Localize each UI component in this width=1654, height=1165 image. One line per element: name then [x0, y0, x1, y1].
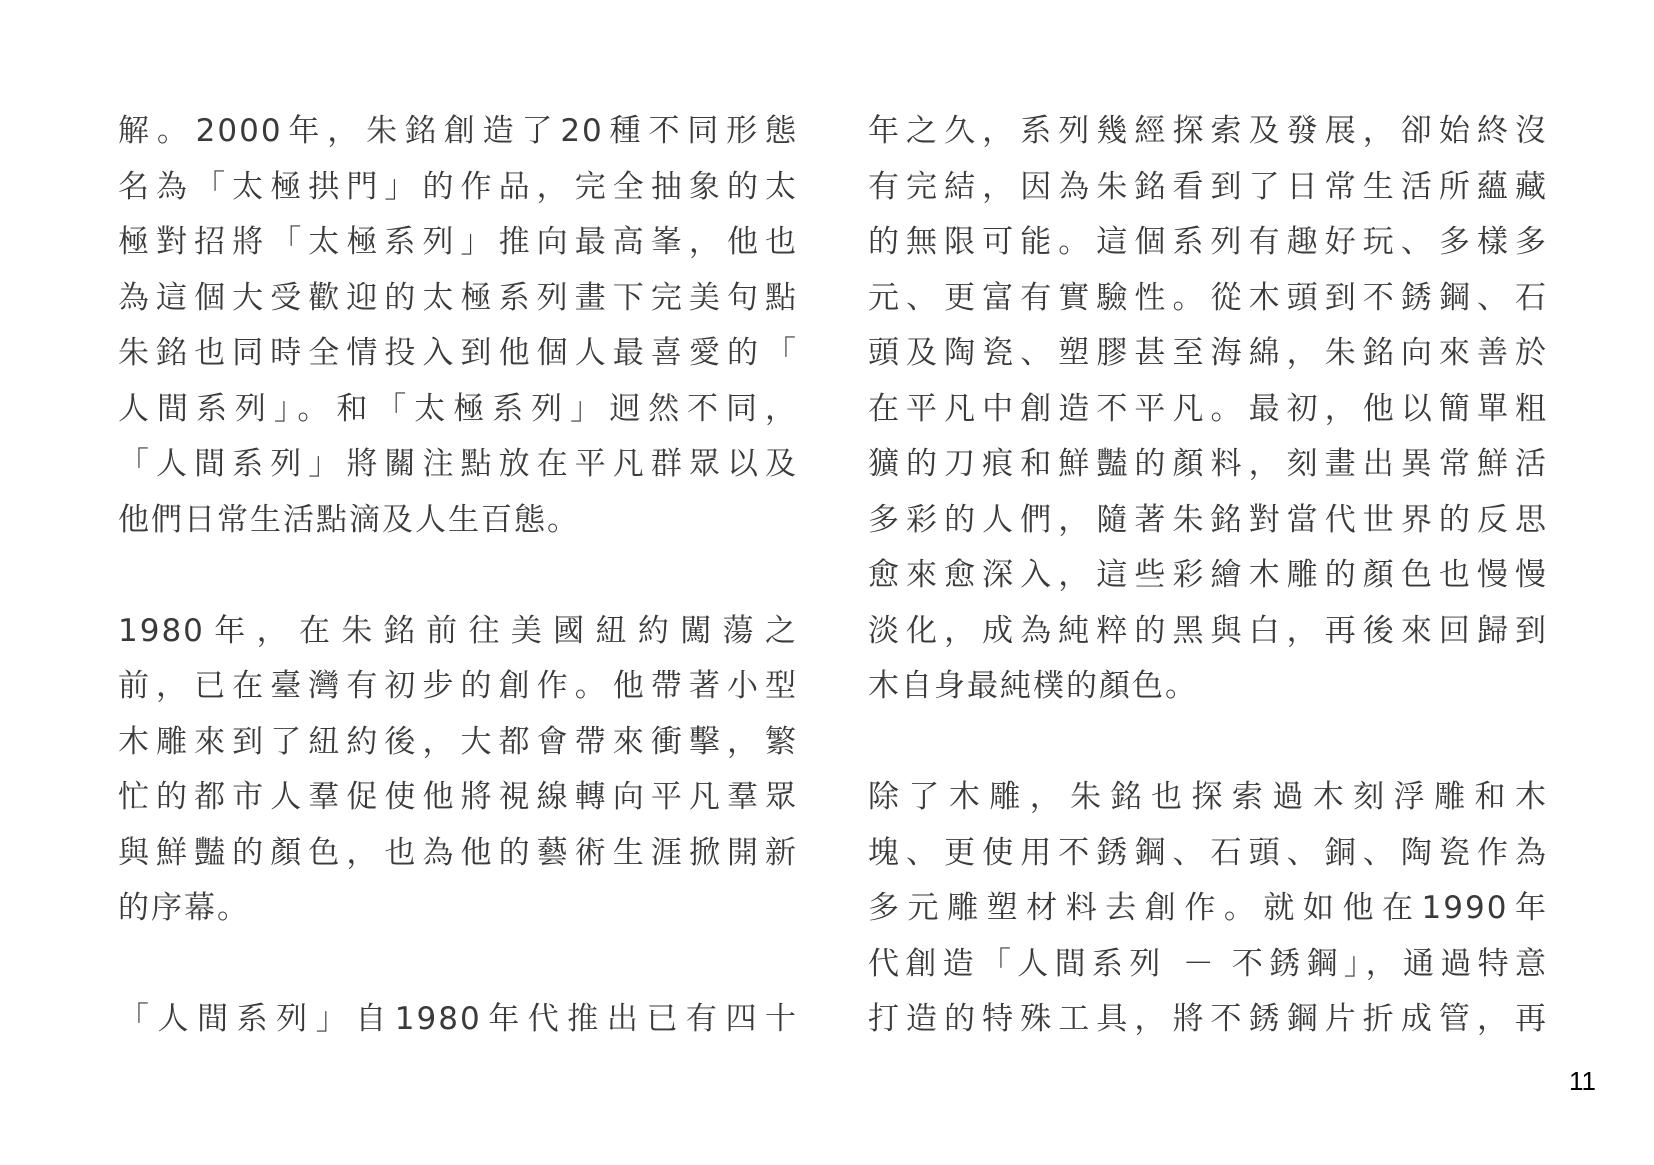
left-text-column	[118, 104, 798, 1048]
paragraph-gap	[118, 548, 798, 604]
text-line: 極對招將「太極系列」推向最高峯，他也	[118, 224, 798, 260]
text-line: 木自身最純樸的顏色。	[868, 668, 1198, 704]
paragraph	[118, 992, 798, 1048]
text-line: 年之久，系列幾經探索及發展，卻始終沒	[868, 113, 1548, 149]
paragraph-gap	[868, 715, 1548, 771]
text-line: 在平凡中創造不平凡。最初，他以簡單粗	[868, 390, 1548, 427]
text-line: 忙的都市人羣促使他將視線轉向平凡羣眾	[118, 779, 798, 815]
text-line: 除了木雕，朱銘也探索過木刻浮雕和木	[868, 779, 1548, 815]
text-line: 多彩的人們，隨著朱銘對當代世界的反思	[868, 501, 1548, 538]
text-line: 元、更富有實驗性。從木頭到不銹鋼、石	[868, 279, 1548, 316]
text-line: 多元雕塑材料去創作。就如他在1990年	[868, 890, 1548, 926]
text-line: 解。2000年，朱銘創造了20種不同形態	[118, 113, 798, 149]
text-line: 淡化，成為純粹的黑與白，再後來回歸到	[868, 612, 1548, 649]
text-line: 代創造「人間系列 － 不銹鋼」，通過特意	[868, 945, 1548, 982]
text-line: 的序幕。	[118, 890, 250, 926]
text-line: 朱銘也同時全情投入到他個人最喜愛的「	[118, 335, 798, 371]
text-line: 頭及陶瓷、塑膠甚至海綿，朱銘向來善於	[868, 335, 1548, 371]
text-line: 的無限可能。這個系列有趣好玩、多樣多	[868, 224, 1548, 260]
text-line: 「人間系列」自1980年代推出已有四十	[118, 1001, 798, 1037]
right-text-column	[868, 104, 1548, 1048]
text-line: 有完結，因為朱銘看到了日常生活所蘊藏	[868, 168, 1548, 205]
paragraph-gap	[118, 937, 798, 993]
text-line: 前，已在臺灣有初步的創作。他帶著小型	[118, 668, 798, 704]
text-line: 愈來愈深入，這些彩繪木雕的顏色也慢慢	[868, 557, 1548, 593]
text-line: 名為「太極拱門」的作品，完全抽象的太	[118, 168, 798, 205]
paragraph	[868, 770, 1548, 1048]
paragraph	[118, 604, 798, 937]
text-line: 木雕來到了紐約後，大都會帶來衝擊，繁	[118, 723, 798, 760]
text-line: 為這個大受歡迎的太極系列畫下完美句點	[118, 279, 798, 316]
text-line: 1980年，在朱銘前往美國紐約闖蕩之	[118, 612, 798, 649]
text-line: 塊、更使用不銹鋼、石頭、銅、陶瓷作為	[868, 834, 1548, 871]
text-line: 打造的特殊工具，將不銹鋼片折成管，再	[868, 1001, 1548, 1037]
text-line: 他們日常生活點滴及人生百態。	[118, 501, 580, 538]
paragraph	[868, 104, 1548, 715]
paragraph	[118, 104, 798, 548]
text-line: 與鮮豔的顏色，也為他的藝術生涯掀開新	[118, 834, 798, 871]
text-line: 獷的刀痕和鮮豔的顏料，刻畫出異常鮮活	[868, 446, 1548, 482]
page-number: 11	[1569, 1066, 1596, 1096]
text-line: 人間系列」。和「太極系列」迥然不同，	[118, 390, 798, 427]
text-line: 「人間系列」將關注點放在平凡群眾以及	[118, 446, 798, 482]
